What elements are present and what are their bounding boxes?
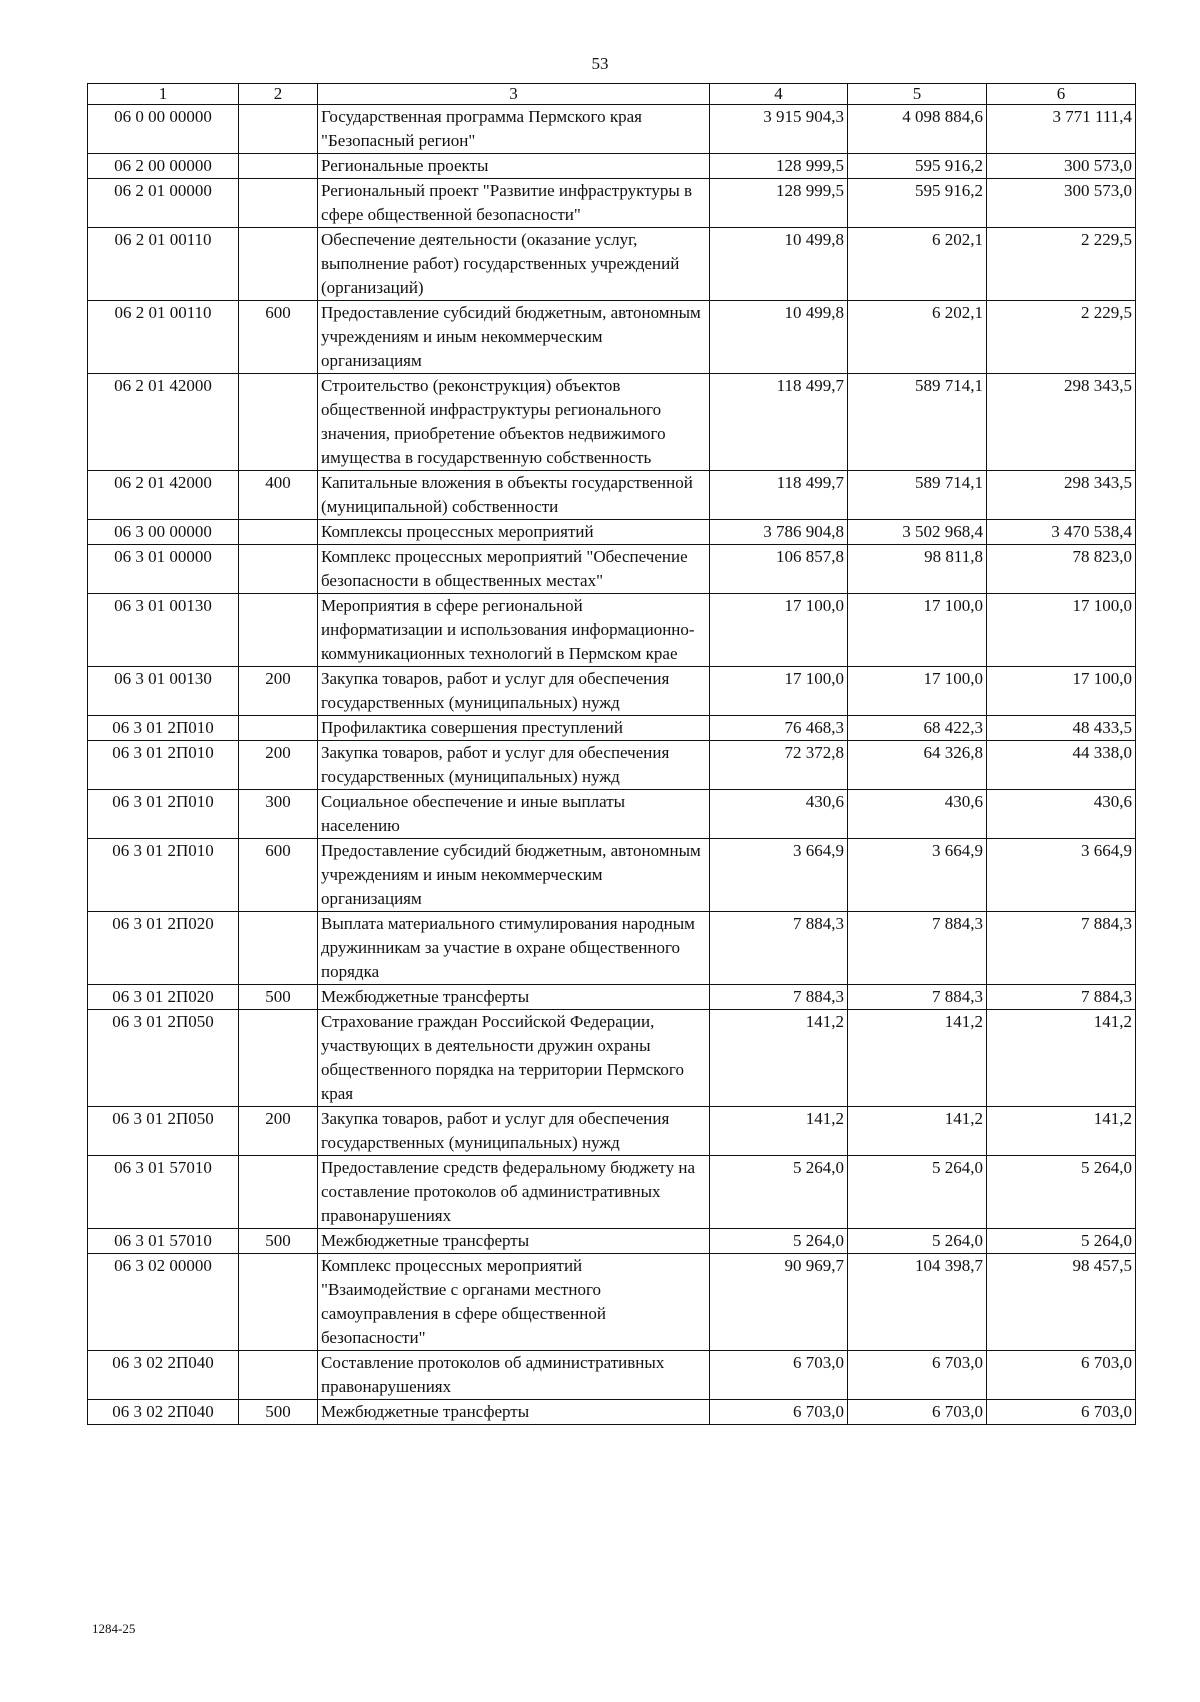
budget-classification-code: 06 2 01 00110 <box>88 228 239 301</box>
amount-column-6: 2 229,5 <box>987 228 1136 301</box>
amount-column-5: 3 502 968,4 <box>848 520 987 545</box>
amount-column-5: 104 398,7 <box>848 1254 987 1351</box>
expense-type-code: 200 <box>239 1107 318 1156</box>
expense-type-code: 200 <box>239 741 318 790</box>
amount-column-4: 10 499,8 <box>710 228 848 301</box>
amount-column-6: 141,2 <box>987 1010 1136 1107</box>
amount-column-5: 17 100,0 <box>848 667 987 716</box>
expense-type-code: 600 <box>239 301 318 374</box>
amount-column-5: 141,2 <box>848 1010 987 1107</box>
column-header: 3 <box>318 84 710 105</box>
page-number: 53 <box>591 54 609 73</box>
budget-classification-code: 06 3 01 2П010 <box>88 839 239 912</box>
budget-classification-code: 06 3 00 00000 <box>88 520 239 545</box>
amount-column-6: 3 771 111,4 <box>987 105 1136 154</box>
budget-classification-code: 06 3 02 00000 <box>88 1254 239 1351</box>
table-row <box>88 1229 1136 1254</box>
amount-column-6: 5 264,0 <box>987 1156 1136 1229</box>
amount-column-4: 7 884,3 <box>710 985 848 1010</box>
amount-column-6: 5 264,0 <box>987 1229 1136 1254</box>
amount-column-5: 7 884,3 <box>848 912 987 985</box>
table-row <box>88 1400 1136 1425</box>
table-row <box>88 741 1136 790</box>
budget-classification-code: 06 3 01 2П020 <box>88 912 239 985</box>
amount-column-5: 7 884,3 <box>848 985 987 1010</box>
table-row <box>88 545 1136 594</box>
budget-classification-code: 06 3 01 57010 <box>88 1229 239 1254</box>
budget-classification-code: 06 0 00 00000 <box>88 105 239 154</box>
item-name: Капитальные вложения в объекты государственной (муниципальной) собственности <box>318 471 710 520</box>
amount-column-4: 10 499,8 <box>710 301 848 374</box>
amount-column-5: 6 703,0 <box>848 1400 987 1425</box>
table-row <box>88 594 1136 667</box>
amount-column-5: 141,2 <box>848 1107 987 1156</box>
amount-column-4: 106 857,8 <box>710 545 848 594</box>
item-name: Предоставление субсидий бюджетным, автономным учреждениям и иным некоммерческим организациям <box>318 839 710 912</box>
amount-column-6: 7 884,3 <box>987 912 1136 985</box>
amount-column-6: 48 433,5 <box>987 716 1136 741</box>
table-body <box>88 105 1136 1425</box>
budget-classification-code: 06 2 00 00000 <box>88 154 239 179</box>
budget-classification-code: 06 3 01 2П050 <box>88 1010 239 1107</box>
table-row <box>88 790 1136 839</box>
amount-column-4: 76 468,3 <box>710 716 848 741</box>
table-row <box>88 1156 1136 1229</box>
item-name: Мероприятия в сфере региональной информатизации и использования информационно-коммуникационных технологий в Пермском крае <box>318 594 710 667</box>
item-name: Выплата материального стимулирования народным дружинникам за участие в охране общественного порядка <box>318 912 710 985</box>
expense-type-code: 200 <box>239 667 318 716</box>
budget-table <box>87 83 1136 1425</box>
budget-classification-code: 06 3 01 57010 <box>88 1156 239 1229</box>
budget-classification-code: 06 3 02 2П040 <box>88 1351 239 1400</box>
amount-column-6: 430,6 <box>987 790 1136 839</box>
amount-column-5: 98 811,8 <box>848 545 987 594</box>
table-row <box>88 716 1136 741</box>
expense-type-code <box>239 545 318 594</box>
table-row <box>88 839 1136 912</box>
amount-column-6: 141,2 <box>987 1107 1136 1156</box>
table-row <box>88 520 1136 545</box>
amount-column-4: 6 703,0 <box>710 1400 848 1425</box>
item-name: Региональные проекты <box>318 154 710 179</box>
amount-column-5: 6 202,1 <box>848 228 987 301</box>
expense-type-code <box>239 1254 318 1351</box>
table-row <box>88 228 1136 301</box>
amount-column-4: 90 969,7 <box>710 1254 848 1351</box>
amount-column-5: 430,6 <box>848 790 987 839</box>
expense-type-code: 500 <box>239 985 318 1010</box>
expense-type-code <box>239 179 318 228</box>
column-header: 1 <box>88 84 239 105</box>
expense-type-code <box>239 374 318 471</box>
table-row <box>88 1107 1136 1156</box>
expense-type-code <box>239 228 318 301</box>
amount-column-4: 128 999,5 <box>710 179 848 228</box>
expense-type-code <box>239 105 318 154</box>
amount-column-4: 118 499,7 <box>710 374 848 471</box>
amount-column-6: 298 343,5 <box>987 471 1136 520</box>
amount-column-4: 6 703,0 <box>710 1351 848 1400</box>
table-header-row <box>88 84 1136 105</box>
amount-column-6: 44 338,0 <box>987 741 1136 790</box>
budget-classification-code: 06 3 01 2П010 <box>88 790 239 839</box>
budget-classification-code: 06 3 01 00130 <box>88 594 239 667</box>
item-name: Закупка товаров, работ и услуг для обеспечения государственных (муниципальных) нужд <box>318 1107 710 1156</box>
amount-column-6: 300 573,0 <box>987 179 1136 228</box>
item-name: Межбюджетные трансферты <box>318 985 710 1010</box>
column-header: 6 <box>987 84 1136 105</box>
amount-column-4: 17 100,0 <box>710 667 848 716</box>
column-header: 4 <box>710 84 848 105</box>
amount-column-4: 141,2 <box>710 1010 848 1107</box>
expense-type-code: 600 <box>239 839 318 912</box>
amount-column-5: 6 703,0 <box>848 1351 987 1400</box>
document-id: 1284-25 <box>92 1621 136 1636</box>
amount-column-5: 4 098 884,6 <box>848 105 987 154</box>
amount-column-4: 430,6 <box>710 790 848 839</box>
item-name: Профилактика совершения преступлений <box>318 716 710 741</box>
item-name: Страхование граждан Российской Федерации, участвующих в деятельности дружин охраны общественного порядка на территории Пермского края <box>318 1010 710 1107</box>
amount-column-5: 3 664,9 <box>848 839 987 912</box>
amount-column-4: 3 786 904,8 <box>710 520 848 545</box>
table-row <box>88 301 1136 374</box>
table-row <box>88 912 1136 985</box>
column-header: 5 <box>848 84 987 105</box>
expense-type-code: 500 <box>239 1229 318 1254</box>
item-name: Закупка товаров, работ и услуг для обеспечения государственных (муниципальных) нужд <box>318 741 710 790</box>
item-name: Социальное обеспечение и иные выплаты населению <box>318 790 710 839</box>
amount-column-4: 5 264,0 <box>710 1229 848 1254</box>
item-name: Государственная программа Пермского края "Безопасный регион" <box>318 105 710 154</box>
item-name: Межбюджетные трансферты <box>318 1400 710 1425</box>
item-name: Составление протоколов об административных правонарушениях <box>318 1351 710 1400</box>
amount-column-6: 98 457,5 <box>987 1254 1136 1351</box>
item-name: Комплексы процессных мероприятий <box>318 520 710 545</box>
item-name: Предоставление субсидий бюджетным, автономным учреждениям и иным некоммерческим организациям <box>318 301 710 374</box>
table-row <box>88 1351 1136 1400</box>
expense-type-code <box>239 716 318 741</box>
budget-classification-code: 06 2 01 42000 <box>88 374 239 471</box>
amount-column-4: 3 915 904,3 <box>710 105 848 154</box>
item-name: Комплекс процессных мероприятий "Обеспечение безопасности в общественных местах" <box>318 545 710 594</box>
expense-type-code <box>239 912 318 985</box>
amount-column-4: 118 499,7 <box>710 471 848 520</box>
amount-column-5: 64 326,8 <box>848 741 987 790</box>
amount-column-4: 5 264,0 <box>710 1156 848 1229</box>
budget-classification-code: 06 2 01 00000 <box>88 179 239 228</box>
amount-column-6: 7 884,3 <box>987 985 1136 1010</box>
budget-classification-code: 06 3 01 2П010 <box>88 716 239 741</box>
table-row <box>88 154 1136 179</box>
amount-column-4: 141,2 <box>710 1107 848 1156</box>
table-row <box>88 1254 1136 1351</box>
amount-column-5: 68 422,3 <box>848 716 987 741</box>
item-name: Межбюджетные трансферты <box>318 1229 710 1254</box>
table-row <box>88 667 1136 716</box>
item-name: Региональный проект "Развитие инфраструктуры в сфере общественной безопасности" <box>318 179 710 228</box>
amount-column-6: 78 823,0 <box>987 545 1136 594</box>
amount-column-4: 128 999,5 <box>710 154 848 179</box>
budget-classification-code: 06 3 01 2П010 <box>88 741 239 790</box>
budget-classification-code: 06 2 01 42000 <box>88 471 239 520</box>
amount-column-5: 5 264,0 <box>848 1156 987 1229</box>
amount-column-4: 7 884,3 <box>710 912 848 985</box>
amount-column-6: 2 229,5 <box>987 301 1136 374</box>
budget-classification-code: 06 3 01 00130 <box>88 667 239 716</box>
column-header: 2 <box>239 84 318 105</box>
amount-column-6: 3 470 538,4 <box>987 520 1136 545</box>
expense-type-code <box>239 1351 318 1400</box>
amount-column-5: 595 916,2 <box>848 154 987 179</box>
amount-column-6: 17 100,0 <box>987 667 1136 716</box>
amount-column-6: 6 703,0 <box>987 1351 1136 1400</box>
amount-column-6: 17 100,0 <box>987 594 1136 667</box>
item-name: Комплекс процессных мероприятий "Взаимодействие с органами местного самоуправления в сфере общественной безопасности" <box>318 1254 710 1351</box>
amount-column-5: 589 714,1 <box>848 374 987 471</box>
table-row <box>88 471 1136 520</box>
item-name: Обеспечение деятельности (оказание услуг, выполнение работ) государственных учреждений (организаций) <box>318 228 710 301</box>
budget-classification-code: 06 3 02 2П040 <box>88 1400 239 1425</box>
table-row <box>88 374 1136 471</box>
amount-column-4: 72 372,8 <box>710 741 848 790</box>
expense-type-code: 400 <box>239 471 318 520</box>
table-row <box>88 1010 1136 1107</box>
amount-column-4: 3 664,9 <box>710 839 848 912</box>
amount-column-5: 595 916,2 <box>848 179 987 228</box>
amount-column-6: 300 573,0 <box>987 154 1136 179</box>
amount-column-5: 6 202,1 <box>848 301 987 374</box>
amount-column-6: 3 664,9 <box>987 839 1136 912</box>
budget-classification-code: 06 2 01 00110 <box>88 301 239 374</box>
amount-column-6: 298 343,5 <box>987 374 1136 471</box>
budget-classification-code: 06 3 01 2П050 <box>88 1107 239 1156</box>
item-name: Строительство (реконструкция) объектов общественной инфраструктуры регионального значения, приобретение объектов недвижимого имущества в государственную собственность <box>318 374 710 471</box>
amount-column-5: 5 264,0 <box>848 1229 987 1254</box>
item-name: Предоставление средств федеральному бюджету на составление протоколов об административных правонарушениях <box>318 1156 710 1229</box>
expense-type-code <box>239 520 318 545</box>
budget-classification-code: 06 3 01 00000 <box>88 545 239 594</box>
table-row <box>88 985 1136 1010</box>
expense-type-code <box>239 1156 318 1229</box>
amount-column-4: 17 100,0 <box>710 594 848 667</box>
item-name: Закупка товаров, работ и услуг для обеспечения государственных (муниципальных) нужд <box>318 667 710 716</box>
table-row <box>88 105 1136 154</box>
amount-column-5: 589 714,1 <box>848 471 987 520</box>
expense-type-code: 500 <box>239 1400 318 1425</box>
budget-classification-code: 06 3 01 2П020 <box>88 985 239 1010</box>
expense-type-code <box>239 1010 318 1107</box>
expense-type-code: 300 <box>239 790 318 839</box>
expense-type-code <box>239 154 318 179</box>
table-row <box>88 179 1136 228</box>
expense-type-code <box>239 594 318 667</box>
amount-column-6: 6 703,0 <box>987 1400 1136 1425</box>
amount-column-5: 17 100,0 <box>848 594 987 667</box>
